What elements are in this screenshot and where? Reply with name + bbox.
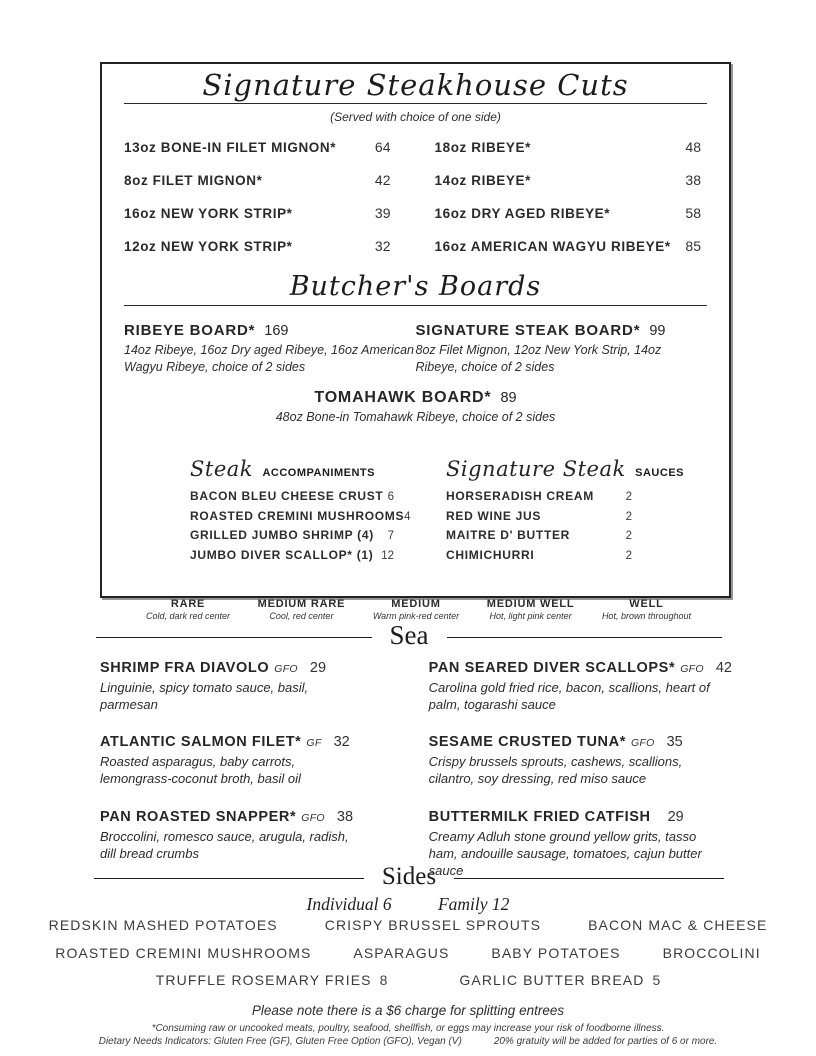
temp-name: RARE bbox=[170, 598, 206, 611]
heading-line bbox=[96, 637, 372, 638]
board-price: 169 bbox=[264, 322, 289, 339]
cut-name: 14oz RIBEYE* bbox=[434, 173, 531, 189]
cut-row bbox=[124, 238, 391, 254]
family-price: Family 12 bbox=[437, 894, 510, 914]
heading-script: Steak bbox=[190, 457, 253, 482]
cut-price: 85 bbox=[685, 238, 701, 255]
steak-sauces-block bbox=[446, 457, 684, 567]
sauce-row bbox=[446, 548, 632, 562]
item-price: 7 bbox=[387, 530, 394, 543]
item-name: GRILLED JUMBO SHRIMP (4) bbox=[190, 528, 374, 543]
sauce-row bbox=[446, 528, 632, 542]
side-name: TRUFFLE ROSEMARY FRIES bbox=[155, 972, 372, 988]
individual-price: Individual 6 bbox=[306, 894, 392, 914]
temp-item bbox=[487, 598, 575, 621]
item-name: JUMBO DIVER SCALLOP* (1) bbox=[190, 547, 374, 562]
heading-line bbox=[94, 878, 364, 879]
item-desc: Carolina gold fried rice, bacon, scallions, heart of palm, togarashi sauce bbox=[428, 680, 710, 713]
item-name: BUTTERMILK FRIED CATFISH bbox=[428, 808, 651, 825]
board-name bbox=[416, 322, 708, 339]
item-price: 6 bbox=[387, 491, 394, 504]
item-name: SHRIMP FRA DIAVOLO bbox=[100, 660, 270, 676]
item-name: PAN ROASTED SNAPPER* bbox=[100, 808, 297, 825]
item-name: BACON BLEU CHEESE CRUST bbox=[190, 489, 384, 504]
item-price: 12 bbox=[381, 549, 394, 562]
item-name: SESAME CRUSTED TUNA* bbox=[428, 734, 626, 751]
item-name: PAN SEARED DIVER SCALLOPS* bbox=[428, 660, 676, 676]
temperature-guide bbox=[102, 598, 729, 621]
accompaniment-row bbox=[190, 528, 394, 542]
item-name-row bbox=[100, 734, 367, 750]
heading-line bbox=[454, 878, 724, 879]
cut-price: 42 bbox=[374, 172, 391, 189]
temp-name: MEDIUM RARE bbox=[257, 598, 346, 611]
cut-price: 38 bbox=[685, 172, 701, 189]
board-desc: 48oz Bone-in Tomahawk Ribeye, choice of 2 sides bbox=[275, 409, 556, 424]
side-item: BROCCOLINI bbox=[662, 944, 761, 961]
cuts-right-column bbox=[435, 139, 702, 271]
side-item: BABY POTATOES bbox=[491, 944, 621, 961]
board-price: 99 bbox=[649, 322, 666, 339]
item-desc: Roasted asparagus, baby carrots, lemongrass-coconut broth, basil oil bbox=[100, 754, 301, 787]
dietary-tag: GFO bbox=[274, 663, 298, 675]
cut-name: 13oz BONE-IN FILET MIGNON* bbox=[124, 140, 337, 156]
boards-title: Butcher's Boards bbox=[289, 271, 542, 303]
item-name: ROASTED CREMINI MUSHROOMS bbox=[190, 508, 405, 523]
sides-section-heading bbox=[94, 864, 724, 893]
side-price: 8 bbox=[379, 972, 388, 988]
item-name-row bbox=[429, 809, 732, 825]
cut-price: 64 bbox=[374, 139, 391, 156]
footer-bottom-row bbox=[0, 1036, 816, 1047]
item-name: RED WINE JUS bbox=[446, 508, 542, 523]
dietary-tag: GF bbox=[306, 737, 322, 750]
item-price: 2 bbox=[625, 510, 632, 523]
item-price: 29 bbox=[309, 660, 327, 676]
sauces-heading bbox=[446, 457, 684, 482]
side-item: BACON MAC & CHEESE bbox=[588, 917, 768, 933]
item-name: MAITRE D' BUTTER bbox=[446, 528, 571, 543]
item-desc: Broccolini, romesco sauce, arugula, radish, dill bread crumbs bbox=[100, 828, 349, 861]
cut-name: 16oz NEW YORK STRIP* bbox=[124, 206, 293, 222]
board-name-text: SIGNATURE STEAK BOARD* bbox=[415, 321, 641, 339]
sea-item bbox=[100, 734, 367, 787]
sides-row bbox=[0, 917, 816, 933]
board-price: 89 bbox=[500, 389, 517, 406]
item-price: 4 bbox=[404, 510, 411, 523]
cut-row bbox=[435, 172, 702, 188]
side-name: GARLIC BUTTER BREAD bbox=[459, 972, 645, 988]
served-note: (Served with choice of one side) bbox=[330, 110, 501, 125]
cut-price: 32 bbox=[374, 238, 391, 255]
footer-notes bbox=[0, 1003, 816, 1047]
board-desc: 8oz Filet Mignon, 12oz New York Strip, 14oz Ribeye, choice of 2 sides bbox=[415, 342, 662, 374]
split-charge-note: Please note there is a $6 charge for splitting entrees bbox=[251, 1003, 565, 1018]
temp-desc: Cold, dark red center bbox=[146, 611, 231, 622]
cut-row bbox=[435, 139, 702, 155]
sea-item bbox=[100, 660, 367, 713]
item-price: 2 bbox=[625, 491, 632, 504]
sauce-row bbox=[446, 509, 632, 523]
item-name-row bbox=[100, 809, 367, 825]
item-price: 38 bbox=[336, 808, 354, 825]
raw-consumption-note: *Consuming raw or uncooked meats, poultry, seafood, shellfish, or eggs may increase your risk of foodborne illness. bbox=[151, 1023, 665, 1034]
boards-grid bbox=[102, 306, 729, 376]
cut-price: 58 bbox=[685, 205, 701, 222]
title-rule bbox=[124, 103, 707, 104]
item-price: 32 bbox=[333, 734, 350, 751]
accompaniments-grid bbox=[102, 457, 729, 567]
temp-desc: Hot, light pink center bbox=[489, 611, 572, 622]
side-item: ASPARAGUS bbox=[353, 944, 450, 961]
board-name bbox=[102, 389, 729, 407]
cut-name: 16oz AMERICAN WAGYU RIBEYE* bbox=[434, 239, 671, 255]
accompaniment-row bbox=[190, 489, 394, 503]
accompaniments-heading bbox=[190, 457, 394, 481]
steakhouse-box bbox=[100, 62, 731, 622]
item-price: 2 bbox=[625, 549, 632, 562]
side-item: CRISPY BRUSSEL SPROUTS bbox=[324, 917, 542, 933]
side-price: 5 bbox=[652, 972, 661, 988]
item-desc: Crispy brussels sprouts, cashews, scallions, cilantro, soy dressing, red miso sauce bbox=[428, 754, 683, 787]
temp-item bbox=[602, 598, 691, 621]
sea-item bbox=[429, 734, 732, 787]
temp-desc: Cool, red center bbox=[269, 611, 334, 622]
temp-desc: Hot, brown throughout bbox=[601, 611, 691, 622]
cuts-grid bbox=[102, 124, 729, 271]
heading-caps: sauces bbox=[635, 463, 684, 481]
item-name-row bbox=[429, 660, 732, 676]
side-item: ROASTED CREMINI MUSHROOMS bbox=[55, 944, 312, 961]
board-item-signature bbox=[416, 322, 708, 376]
dietary-tag: GFO bbox=[301, 811, 325, 824]
item-price: 29 bbox=[667, 808, 684, 825]
cut-row bbox=[435, 238, 702, 254]
item-name-row bbox=[100, 660, 367, 676]
dietary-indicators-note: Dietary Needs Indicators: Gluten Free (GF), Gluten Free Option (GFO), Vegan (V) bbox=[98, 1036, 462, 1047]
temp-desc: Warm pink-red center bbox=[372, 611, 460, 622]
cut-price: 39 bbox=[374, 205, 391, 222]
item-name: CHIMICHURRI bbox=[446, 547, 535, 562]
heading-caps: accompaniments bbox=[262, 463, 375, 481]
cut-name: 16oz DRY AGED RIBEYE* bbox=[434, 206, 611, 222]
accompaniment-row bbox=[190, 508, 411, 523]
side-item-priced bbox=[156, 972, 388, 988]
heading-script: Signature Steak bbox=[446, 457, 626, 482]
sea-section-heading bbox=[96, 622, 722, 653]
sauce-row bbox=[446, 489, 632, 503]
board-item-ribeye bbox=[124, 322, 416, 376]
item-desc: Creamy Adluh stone ground yellow grits, tasso ham, andouille sausage, tomatoes, cajun butter sauce bbox=[428, 828, 702, 878]
item-name: HORSERADISH CREAM bbox=[446, 489, 594, 504]
cut-row bbox=[124, 172, 391, 188]
temp-name: MEDIUM bbox=[391, 598, 441, 611]
temp-name: MEDIUM WELL bbox=[486, 598, 575, 611]
cut-price: 48 bbox=[685, 139, 701, 156]
item-price: 35 bbox=[666, 734, 683, 751]
temp-item bbox=[373, 598, 459, 621]
cut-name: 8oz FILET MIGNON* bbox=[124, 173, 263, 189]
sea-title: Sea bbox=[389, 620, 429, 650]
board-name-text: TOMAHAWK BOARD* bbox=[314, 388, 492, 406]
sides-list bbox=[0, 917, 816, 1000]
board-item-tomahawk bbox=[102, 389, 729, 426]
temp-item bbox=[146, 598, 230, 621]
cut-name: 12oz NEW YORK STRIP* bbox=[124, 239, 293, 255]
sides-row bbox=[0, 972, 816, 988]
item-price: 42 bbox=[715, 660, 732, 676]
cuts-left-column bbox=[124, 139, 391, 271]
gratuity-note: 20% gratuity will be added for parties of 6 or more. bbox=[493, 1036, 718, 1047]
cut-row bbox=[435, 205, 702, 221]
side-item-priced bbox=[459, 972, 660, 988]
cut-row bbox=[124, 205, 391, 221]
item-price: 2 bbox=[625, 530, 632, 543]
cut-name: 18oz RIBEYE* bbox=[434, 140, 531, 156]
temp-item bbox=[258, 598, 346, 621]
sides-title: Sides bbox=[381, 863, 437, 890]
heading-line bbox=[447, 637, 723, 638]
item-desc: Linguinie, spicy tomato sauce, basil, parmesan bbox=[100, 680, 309, 713]
board-name bbox=[124, 322, 416, 339]
item-name-row bbox=[429, 734, 732, 750]
temp-name: WELL bbox=[629, 598, 664, 611]
sides-row bbox=[0, 945, 816, 961]
accompaniment-row bbox=[190, 548, 394, 562]
item-name: ATLANTIC SALMON FILET* bbox=[100, 734, 302, 751]
sea-item bbox=[100, 809, 367, 862]
steak-accompaniments-block bbox=[190, 457, 411, 567]
dietary-tag: GFO bbox=[630, 737, 655, 750]
sea-item bbox=[429, 660, 732, 713]
dietary-tag: GFO bbox=[680, 663, 704, 675]
board-desc: 14oz Ribeye, 16oz Dry aged Ribeye, 16oz American Wagyu Ribeye, choice of 2 sides bbox=[124, 342, 414, 374]
sides-pricing bbox=[0, 894, 816, 915]
cut-row bbox=[124, 139, 391, 155]
board-name-text: RIBEYE BOARD* bbox=[124, 321, 256, 339]
steakhouse-title: Signature Steakhouse Cuts bbox=[202, 68, 629, 102]
side-item: REDSKIN MASHED POTATOES bbox=[48, 917, 278, 933]
